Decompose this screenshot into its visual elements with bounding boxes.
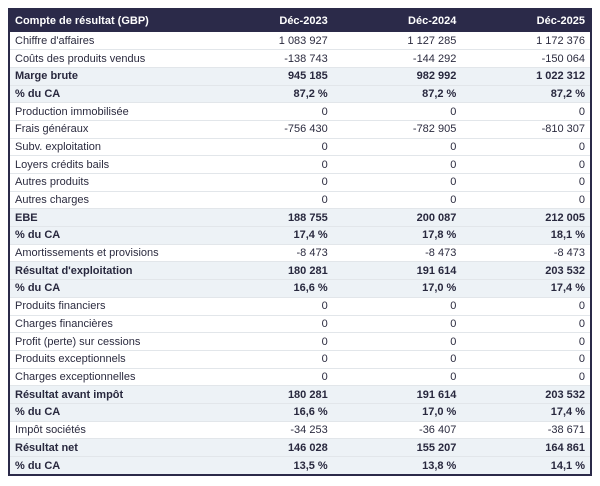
cell-value: 0 <box>450 300 457 313</box>
cell-value: 212 005 <box>545 211 585 224</box>
cell-value: 17,4 % <box>293 229 328 242</box>
cell-value: 155 207 <box>416 441 457 454</box>
cell-value: 0 <box>450 158 457 171</box>
cell-value: 203 532 <box>545 264 585 277</box>
row-label: % du CA <box>15 87 61 100</box>
row-label: EBE <box>15 211 38 224</box>
cell-value: 0 <box>578 370 585 383</box>
cell-value: 16,6 % <box>293 282 328 295</box>
row-label: Amortissements et provisions <box>15 247 159 260</box>
cell-value: 0 <box>450 317 457 330</box>
cell-value: 0 <box>450 105 457 118</box>
table-row <box>10 350 590 368</box>
row-label: % du CA <box>15 282 61 295</box>
table-row <box>10 386 590 404</box>
cell-value: 0 <box>578 353 585 366</box>
cell-value: 164 861 <box>545 441 585 454</box>
table-row <box>10 85 590 103</box>
cell-value: 0 <box>321 353 328 366</box>
cell-value: 0 <box>321 335 328 348</box>
table-row <box>10 103 590 121</box>
row-label: Résultat avant impôt <box>15 388 124 401</box>
table-row <box>10 50 590 68</box>
table-row <box>10 174 590 192</box>
cell-value: 0 <box>321 140 328 153</box>
row-label: Profit (perte) sur cessions <box>15 335 141 348</box>
cell-value: 0 <box>450 194 457 207</box>
row-label: Subv. exploitation <box>15 140 102 153</box>
row-label: Impôt sociétés <box>15 423 86 436</box>
cell-value: 0 <box>321 317 328 330</box>
row-label: Autres produits <box>15 176 89 189</box>
cell-value: 0 <box>321 105 328 118</box>
header-row <box>10 10 590 32</box>
row-label: Charges financières <box>15 317 113 330</box>
table-row <box>10 138 590 156</box>
row-label: Coûts des produits vendus <box>15 52 146 65</box>
table-row <box>10 368 590 386</box>
table-row <box>10 457 590 475</box>
table-row <box>10 439 590 457</box>
cell-value: -150 064 <box>541 52 585 65</box>
cell-value: 0 <box>321 176 328 189</box>
cell-value: 0 <box>321 300 328 313</box>
cell-value: 1 127 285 <box>407 34 457 47</box>
row-label: Marge brute <box>15 70 78 83</box>
row-label: % du CA <box>15 229 61 242</box>
table-row <box>10 262 590 280</box>
cell-value: 16,6 % <box>293 406 328 419</box>
cell-value: 982 992 <box>416 70 457 83</box>
table-row <box>10 120 590 138</box>
cell-value: 1 022 312 <box>536 70 585 83</box>
table-row <box>10 421 590 439</box>
cell-value: 191 614 <box>416 388 457 401</box>
cell-value: -34 253 <box>290 423 328 436</box>
cell-value: 0 <box>578 105 585 118</box>
cell-value: -8 473 <box>296 247 328 260</box>
table-row <box>10 333 590 351</box>
cell-value: -782 905 <box>412 123 457 136</box>
row-label: Produits exceptionnels <box>15 353 126 366</box>
table-row <box>10 315 590 333</box>
cell-value: 203 532 <box>545 388 585 401</box>
table-row <box>10 209 590 227</box>
row-label: Résultat net <box>15 441 78 454</box>
cell-value: 0 <box>321 194 328 207</box>
cell-value: 0 <box>578 335 585 348</box>
table-row <box>10 280 590 298</box>
row-label: Charges exceptionnelles <box>15 370 136 383</box>
cell-value: 18,1 % <box>550 229 585 242</box>
table-title: Compte de résultat (GBP) <box>15 15 149 27</box>
table-row <box>10 227 590 245</box>
cell-value: 17,0 % <box>422 282 457 295</box>
row-label: Frais généraux <box>15 123 89 136</box>
cell-value: -8 473 <box>425 247 457 260</box>
cell-value: 0 <box>578 194 585 207</box>
cell-value: 17,0 % <box>422 406 457 419</box>
row-label: Produits financiers <box>15 300 106 313</box>
cell-value: 1 083 927 <box>278 34 328 47</box>
cell-value: 17,4 % <box>550 282 585 295</box>
cell-value: 1 172 376 <box>536 34 585 47</box>
cell-value: 0 <box>578 176 585 189</box>
cell-value: 14,1 % <box>550 459 585 472</box>
table-row <box>10 244 590 262</box>
cell-value: 0 <box>578 140 585 153</box>
cell-value: 13,5 % <box>293 459 328 472</box>
row-label: Loyers crédits bails <box>15 158 110 171</box>
income-statement-table <box>8 8 592 476</box>
table-row <box>10 32 590 50</box>
table-row <box>10 67 590 85</box>
cell-value: -756 430 <box>284 123 328 136</box>
cell-value: 0 <box>450 176 457 189</box>
cell-value: 180 281 <box>287 388 328 401</box>
cell-value: 17,4 % <box>550 406 585 419</box>
cell-value: 945 185 <box>287 70 328 83</box>
cell-value: 87,2 % <box>422 87 457 100</box>
row-label: Chiffre d'affaires <box>15 34 95 47</box>
cell-value: 0 <box>578 317 585 330</box>
cell-value: 191 614 <box>416 264 457 277</box>
row-label: % du CA <box>15 406 61 419</box>
row-label: Production immobilisée <box>15 105 129 118</box>
cell-value: 0 <box>578 158 585 171</box>
cell-value: 0 <box>450 370 457 383</box>
cell-value: -38 671 <box>547 423 585 436</box>
cell-value: 146 028 <box>287 441 328 454</box>
table-row <box>10 403 590 421</box>
table-row <box>10 191 590 209</box>
cell-value: 0 <box>450 140 457 153</box>
cell-value: 87,2 % <box>550 87 585 100</box>
cell-value: -36 407 <box>419 423 457 436</box>
cell-value: -138 743 <box>284 52 328 65</box>
table-row <box>10 297 590 315</box>
column-header-dec-2023: Déc-2023 <box>279 15 328 27</box>
cell-value: 0 <box>321 158 328 171</box>
cell-value: 0 <box>578 300 585 313</box>
row-label: % du CA <box>15 459 61 472</box>
cell-value: 87,2 % <box>293 87 328 100</box>
cell-value: 188 755 <box>287 211 328 224</box>
cell-value: 180 281 <box>287 264 328 277</box>
table-row <box>10 156 590 174</box>
cell-value: 200 087 <box>416 211 457 224</box>
cell-value: 0 <box>450 353 457 366</box>
row-label: Résultat d'exploitation <box>15 264 133 277</box>
cell-value: 0 <box>321 370 328 383</box>
column-header-dec-2025: Déc-2025 <box>536 15 585 27</box>
cell-value: -810 307 <box>541 123 585 136</box>
column-header-dec-2024: Déc-2024 <box>408 15 457 27</box>
cell-value: 0 <box>450 335 457 348</box>
cell-value: 17,8 % <box>422 229 457 242</box>
financial-table <box>10 10 590 474</box>
cell-value: 13,8 % <box>422 459 457 472</box>
cell-value: -8 473 <box>553 247 585 260</box>
cell-value: -144 292 <box>412 52 457 65</box>
row-label: Autres charges <box>15 194 89 207</box>
